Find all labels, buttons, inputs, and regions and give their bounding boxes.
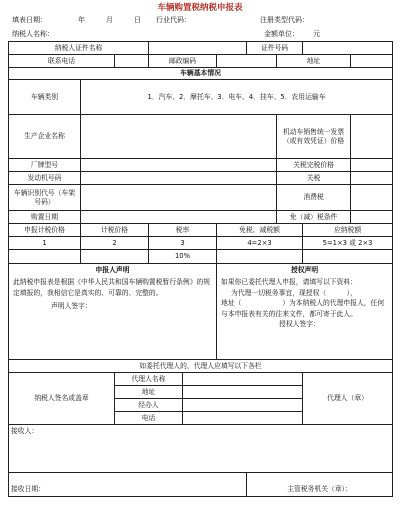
col-number-1: 1 xyxy=(9,237,81,250)
agent-seal-label: 代理人（章） xyxy=(303,373,393,425)
customs-price-label: 关税完税价格 xyxy=(277,159,351,172)
rate-value: 10% xyxy=(149,250,217,264)
agent-phone-field[interactable] xyxy=(183,412,303,425)
receive-date-field[interactable] xyxy=(9,473,247,497)
customs-price-field[interactable] xyxy=(351,159,393,172)
agent-handler-label: 经办人 xyxy=(115,399,183,412)
col-number-2: 2 xyxy=(81,237,149,250)
year-label: 年 xyxy=(78,16,85,24)
vin-field[interactable] xyxy=(81,185,277,211)
tariff-field[interactable] xyxy=(351,172,393,185)
agent-heading: 如委托代理人的，代理人应填写以下各栏 xyxy=(9,360,393,373)
tax-due-header: 应纳税额 xyxy=(303,224,393,237)
manufacturer-label: 生产企业名称 xyxy=(9,115,81,159)
authorization-signature: 授权人签字： xyxy=(279,320,320,328)
tax-price-header: 计税价格 xyxy=(81,224,149,237)
fill-date-label: 填表日期： xyxy=(12,16,47,24)
page-title: 车辆购置税纳税申报表 xyxy=(157,3,243,13)
agent-name-field[interactable] xyxy=(183,373,303,386)
consumption-tax-label: 消费税 xyxy=(277,185,351,211)
receiver-field[interactable] xyxy=(9,425,393,473)
declaration-form xyxy=(8,41,393,497)
cert-name-field[interactable] xyxy=(149,42,247,55)
cert-name-label: 纳税人证件名称 xyxy=(9,42,149,55)
agent-phone-label: 电话 xyxy=(115,412,183,425)
address-field[interactable] xyxy=(351,55,393,68)
agent-address-label: 地址 xyxy=(115,386,183,399)
purchase-date-field[interactable] xyxy=(81,211,277,224)
receive-date-label: 接收日期： xyxy=(11,485,45,493)
vehicle-category-options: 1．汽车、2．摩托车、3．电车、4．挂车、5．农用运输车 xyxy=(81,80,393,115)
tax-due-value[interactable] xyxy=(303,250,393,264)
col-number-4: 4=2×3 xyxy=(217,237,303,250)
phone-label: 联系电话 xyxy=(9,55,115,68)
agent-handler-field[interactable] xyxy=(183,399,303,412)
tax-price-value[interactable] xyxy=(81,250,149,264)
reg-type-code-label: 注册类型代码： xyxy=(260,16,309,24)
day-label: 日 xyxy=(134,16,141,24)
address-label: 地址 xyxy=(277,55,351,68)
industry-code-label: 行业代码： xyxy=(156,16,191,24)
authorization-text-1: 如果你已委托代理人申报，请填写以下资料： xyxy=(221,278,357,286)
agent-address-field[interactable] xyxy=(183,386,303,399)
vin-label: 车辆识别代号（车架号码） xyxy=(9,185,81,211)
rate-header: 税率 xyxy=(149,224,217,237)
tax-authority-seal xyxy=(247,473,393,497)
consumption-tax-field[interactable] xyxy=(351,185,393,211)
postcode-label: 邮政编码 xyxy=(149,55,217,68)
applicant-declaration-text: 此纳税申报表是根据《中华人民共和国车辆购置税暂行条例》的规定填报的，我相信它是真实的、可靠的、完整的。 xyxy=(13,278,211,297)
col-number-3: 3 xyxy=(149,237,217,250)
applicant-declaration-title: 申报人声明 xyxy=(95,266,130,274)
amount-unit-label: 金额单位： xyxy=(264,30,299,38)
tax-authority-label: 主管税务机关（章）： xyxy=(287,485,352,493)
cert-no-field[interactable] xyxy=(303,42,393,55)
agent-name-label: 代理人名称 xyxy=(115,373,183,386)
declared-price-value[interactable] xyxy=(9,250,81,264)
applicant-signature: 声明人签字： xyxy=(51,302,92,310)
vehicle-info-header: 车辆基本情况 xyxy=(9,68,393,80)
exempt-header: 免税、减税额 xyxy=(217,224,303,237)
exempt-value[interactable] xyxy=(217,250,303,264)
authorization-text-2: 为代理一切税务事宜，现授权（ ）， xyxy=(231,288,357,297)
model-label: 厂牌型号 xyxy=(9,159,81,172)
phone-field[interactable] xyxy=(115,55,149,68)
applicant-declaration xyxy=(9,264,217,360)
exemption-field[interactable] xyxy=(351,211,393,224)
engine-no-label: 发动机号码 xyxy=(9,172,81,185)
taxpayer-sign-label: 纳税人签名或盖章 xyxy=(9,373,115,425)
authorization-declaration xyxy=(217,264,393,360)
declared-price-header: 申报计税价格 xyxy=(9,224,81,237)
vehicle-category-label: 车辆类别 xyxy=(9,80,81,115)
model-field[interactable] xyxy=(81,159,277,172)
receiver-label: 接收人： xyxy=(11,427,39,435)
col-number-5: 5=1×3 或 2×3 xyxy=(303,237,393,250)
exemption-label: 免（减）税条件 xyxy=(277,211,351,224)
authorization-declaration-title: 授权声明 xyxy=(290,266,319,274)
invoice-price-label: 机动车销售统一发票（或有效凭证）价格 xyxy=(277,115,351,159)
cert-no-label: 证件号码 xyxy=(247,42,303,55)
month-label: 月 xyxy=(106,16,113,24)
postcode-field[interactable] xyxy=(217,55,277,68)
purchase-date-label: 购置日期 xyxy=(9,211,81,224)
yuan-label: 元 xyxy=(313,30,320,38)
engine-no-field[interactable] xyxy=(81,172,277,185)
manufacturer-field[interactable] xyxy=(81,115,277,159)
tariff-label: 关税 xyxy=(277,172,351,185)
invoice-price-field[interactable] xyxy=(351,115,393,159)
taxpayer-name-label: 纳税人名称： xyxy=(12,30,54,38)
authorization-text-3: 地址（ ）为本纳税人的代理申报人，任何与本申报表有关的往来文件，都可寄于此人。 xyxy=(221,299,385,318)
